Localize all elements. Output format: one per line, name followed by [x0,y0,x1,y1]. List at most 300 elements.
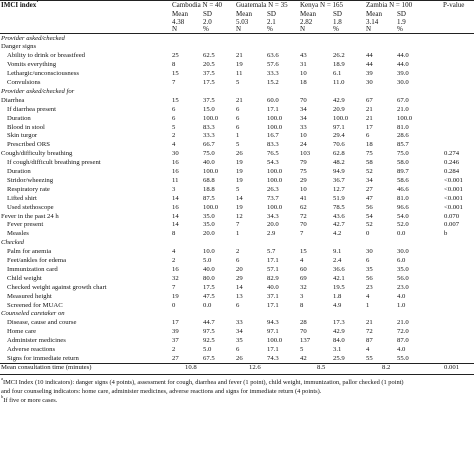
table-row [0,177,474,185]
percent-cell: 17.5 [203,283,215,291]
percent-cell: 12.7 [333,185,345,193]
table-row [0,132,474,140]
n-cell: 18 [300,79,307,86]
n-cell: 4 [172,141,176,149]
row-label: Disease, cause and course [7,319,77,327]
percent-cell: 54.3 [267,159,279,167]
footnote-marker: a [1,375,3,381]
mean-time-cell: 8.2 [382,363,391,371]
pvalue-cell: <0.001 [444,203,463,211]
percent-cell: 20.0 [203,230,215,238]
table-row [0,230,474,238]
n-cell: 75 [366,150,373,158]
mean-time-cell: 8.5 [317,363,326,371]
percent-cell: 5.0 [203,257,212,264]
n-cell: 1 [366,301,370,309]
percent-cell: 100.0 [267,337,283,345]
n-cell: 16 [172,159,179,167]
percent-cell: 76.5 [267,150,279,158]
percent-cell: 100.0 [203,114,219,122]
table-row [0,248,474,256]
n-cell: 5 [236,185,240,193]
n-cell: 6 [236,123,240,131]
country-header-title: Cambodia N = 40 [172,1,223,9]
row-label: Vomits everything [7,61,57,69]
percent-cell: 68.8 [203,176,215,184]
n-cell: 30 [172,150,179,158]
percent-cell: 60.0 [267,96,279,104]
n-cell: 3 [300,292,304,300]
percent-cell: 1.8 [333,292,342,300]
country-header-mean-label: Mean [172,10,188,18]
table-row [0,284,474,292]
country-header-title: Guatemala N = 35 [236,1,288,9]
country-header-n-label: N [300,25,306,33]
n-cell: 15 [172,70,179,78]
percent-cell: 100.0 [267,123,283,131]
n-cell: 2 [172,132,176,140]
pvalue-cell: <0.001 [444,185,463,193]
percent-cell: 47.5 [203,292,215,300]
table-row [0,106,474,114]
n-cell: 8 [172,61,176,69]
table-row [0,168,474,176]
n-cell: 72 [366,328,373,336]
table-row [0,115,474,123]
n-cell: 42 [300,354,307,362]
n-cell: 52 [366,221,373,229]
percent-cell: 97.1 [267,328,279,336]
percent-cell: 33.3 [267,70,279,78]
percent-cell: 2.4 [333,257,342,264]
row-label: Administer medicines [7,337,66,345]
n-cell: 60 [300,265,307,273]
n-cell: 19 [236,203,243,211]
percent-cell: 3.1 [333,346,342,353]
percent-cell: 92.5 [203,337,215,345]
n-cell: 2 [172,346,176,353]
percent-cell: 42.9 [333,328,345,336]
percent-cell: 17.5 [203,79,215,86]
section-heading: Provider asked/checked for [1,87,75,95]
percent-cell: 40.0 [203,159,215,167]
pvalue-cell: 0.274 [444,150,460,158]
percent-cell: 35.0 [397,265,409,273]
table-row [0,275,474,283]
footnote-text: If five or more cases. [3,397,58,405]
section-heading: Provider asked/checked [1,34,65,42]
percent-cell: 82.9 [267,274,279,282]
table-row [0,159,474,167]
n-cell: 15 [172,96,179,104]
n-cell: 44 [366,52,373,60]
percent-cell: 81.0 [397,194,409,202]
row-label: Ability to drink or breastfeed [7,52,86,60]
percent-cell: 100.0 [267,114,283,122]
percent-cell: 72.0 [397,328,409,336]
n-cell: 43 [300,52,307,60]
n-cell: 47 [366,194,373,202]
percent-cell: 35.0 [203,212,215,220]
table-row [0,204,474,212]
percent-cell: 66.7 [203,141,215,149]
footnote-text: IMCI Index (10 indicators): danger signs (4 points), assessment for cough, diarrhea and fever (1 point), child weight, immunization, pallor checked (1 point) [3,378,404,386]
n-cell: 1 [236,230,240,238]
country-header-mean-value: 3.14 [366,17,379,26]
table-row [0,337,474,345]
percent-cell: 1.0 [397,301,406,309]
n-cell: 7 [236,221,240,229]
n-cell: 30 [366,79,373,86]
table-row [0,213,474,221]
n-cell: 17 [366,123,373,131]
percent-cell: 100.0 [203,168,219,175]
percent-cell: 42.1 [333,274,345,282]
pvalue-cell: b [444,230,448,238]
percent-cell: 40.0 [267,283,279,291]
percent-cell: 28.6 [397,132,409,140]
n-cell: 16 [172,203,179,211]
percent-cell: 85.7 [397,141,409,149]
n-cell: 29 [236,274,243,282]
percent-cell: 20.0 [267,221,279,229]
percent-cell: 83.3 [267,141,279,149]
table-row [0,97,474,105]
percent-cell: 15.2 [267,79,279,86]
row-label: Danger signs [1,43,37,51]
percent-cell: 35.0 [203,221,215,229]
n-cell: 19 [236,159,243,167]
percent-cell: 17.1 [267,346,279,353]
n-cell: 19 [236,168,243,175]
country-header-n-label: N [366,25,372,33]
percent-cell: 40.0 [203,265,215,273]
row-label: Screened for MUAC [7,301,63,309]
table-row [0,195,474,203]
percent-cell: 94.3 [267,319,279,327]
header-first-col: IMCI index$^1$ [1,0,39,9]
n-cell: 21 [236,96,243,104]
n-cell: 28 [300,319,307,327]
percent-cell: 0.0 [397,230,406,238]
n-cell: 33 [236,319,243,327]
percent-cell: 96.6 [397,203,409,211]
percent-cell: 23.0 [397,283,409,291]
table-row [0,364,474,372]
n-cell: 103 [300,150,311,158]
percent-cell: 87.0 [397,337,409,345]
percent-cell: 83.3 [203,123,215,131]
table-row [0,61,474,69]
n-cell: 4 [172,248,176,256]
percent-cell: 100.0 [397,114,413,122]
row-label: Adverse reactions [7,346,56,353]
n-cell: 23 [366,283,373,291]
country-header-mean-label: Mean [236,10,252,18]
percent-cell: 58.0 [397,159,409,167]
percent-cell: 20.5 [203,61,215,69]
header-pvalue: P-value [443,1,465,9]
n-cell: 6 [236,301,240,309]
n-cell: 6 [172,114,176,122]
country-header-mean-value: 2.82 [300,17,313,26]
row-label: Blood in stool [7,123,45,131]
percent-cell: 17.1 [267,257,279,264]
n-cell: 5 [172,123,176,131]
n-cell: 19 [236,61,243,69]
n-cell: 5 [236,141,240,149]
n-cell: 6 [236,346,240,353]
n-cell: 4 [300,257,304,264]
percent-cell: 62.5 [203,52,215,60]
table-row [0,43,474,51]
percent-cell: 4.2 [333,230,342,238]
country-header-sd-value: 2.0 [203,17,212,26]
n-cell: 7 [172,283,176,291]
percent-cell: 2.9 [267,230,276,238]
n-cell: 15 [300,248,307,256]
n-cell: 16 [172,168,179,175]
n-cell: 8 [172,230,176,238]
country-header-sd-label: SD [333,10,342,18]
n-cell: 32 [172,274,179,282]
n-cell: 39 [366,70,373,78]
n-cell: 26 [236,354,243,362]
country-header-pct-label: % [333,25,339,33]
table-row [0,221,474,229]
percent-cell: 11.0 [333,79,345,86]
n-cell: 26 [236,150,243,158]
percent-cell: 36.6 [333,265,345,273]
mean-time-cell: 10.8 [185,363,197,371]
percent-cell: 17.1 [267,105,279,113]
table-row [0,141,474,149]
row-label: Used stethoscope [7,203,54,211]
section-heading-row [0,88,474,96]
n-cell: 54 [366,212,373,220]
n-cell: 24 [300,141,307,149]
percent-cell: 37.5 [203,70,215,78]
n-cell: 55 [366,354,373,362]
country-header-title: Kenya N = 165 [300,1,344,9]
row-label: Prescribed ORS [7,141,50,149]
pvalue-cell: 0.070 [444,212,460,220]
n-cell: 14 [172,221,179,229]
percent-cell: 18.8 [203,185,215,193]
table-row [0,346,474,354]
n-cell: 10 [300,132,307,140]
percent-cell: 67.5 [203,354,215,362]
n-cell: 21 [366,114,373,122]
percent-cell: 75.0 [397,150,409,158]
n-cell: 4 [366,346,370,353]
percent-cell: 54.0 [397,212,409,220]
n-cell: 16 [172,265,179,273]
n-cell: 6 [236,105,240,113]
n-cell: 72 [300,212,307,220]
country-header-n-label: N [172,25,178,33]
country-header-n-label: N [236,25,242,33]
n-cell: 62 [300,203,307,211]
table-row [0,150,474,158]
percent-cell: 81.0 [397,123,409,131]
percent-cell: 100.0 [203,203,219,211]
n-cell: 4 [366,292,370,300]
row-label: Measured height [7,292,52,300]
percent-cell: 19.5 [333,283,345,291]
n-cell: 6 [236,257,240,264]
country-header-sd-value: 2.1 [267,17,276,26]
n-cell: 56 [366,274,373,282]
n-cell: 70 [300,221,307,229]
percent-cell: 26.2 [333,52,345,60]
n-cell: 27 [172,354,179,362]
percent-cell: 51.9 [333,194,345,202]
n-cell: 20 [236,265,243,273]
n-cell: 2 [172,257,176,264]
row-label: Lethargic/unconsciousness [7,70,79,78]
percent-cell: 5.0 [203,346,212,353]
percent-cell: 100.0 [267,168,283,175]
row-label: Cough/difficulty breathing [1,150,73,158]
row-label: Fever present [7,221,44,229]
n-cell: 7 [300,230,304,238]
percent-cell: 97.1 [333,123,345,131]
footnote [1,375,404,388]
table-row [0,355,474,363]
percent-cell: 37.5 [203,96,215,104]
row-label: If cough/difficult breathing present [7,159,101,167]
n-cell: 69 [300,274,307,282]
pvalue-cell: 0.007 [444,221,460,229]
percent-cell: 15.0 [203,105,215,113]
n-cell: 14 [172,194,179,202]
n-cell: 34 [366,176,373,184]
mean-time-cell: 0.001 [444,363,460,371]
percent-cell: 44.7 [203,319,215,327]
table-row [0,302,474,310]
row-label: Mean consultation time (minutes) [1,363,92,371]
row-label: Signs for immediate return [7,354,79,362]
n-cell: 14 [172,212,179,220]
country-header-sd-label: SD [397,10,406,18]
percent-cell: 63.6 [267,52,279,60]
row-label: Convulsions [7,79,41,86]
n-cell: 10 [300,70,307,78]
country-header-mean-label: Mean [300,10,316,18]
mean-row-top-rule [0,363,474,364]
table-row [0,124,474,132]
section-heading: Checked [1,239,25,247]
n-cell: 33 [300,123,307,131]
country-header-sd-value: 1.8 [333,17,342,26]
pvalue-cell: 0.246 [444,159,460,167]
n-cell: 75 [300,168,307,175]
country-header-pct-label: % [397,25,403,33]
n-cell: 12 [236,212,243,220]
percent-cell: 17.3 [333,319,345,327]
percent-cell: 26.3 [267,185,279,193]
percent-cell: 44.0 [397,61,409,69]
n-cell: 35 [366,265,373,273]
percent-cell: 29.4 [333,132,345,140]
percent-cell: 48.2 [333,159,345,167]
percent-cell: 43.6 [333,212,345,220]
n-cell: 52 [366,168,373,175]
n-cell: 34 [236,328,243,336]
n-cell: 34 [300,114,307,122]
country-header-mean-label: Mean [366,10,382,18]
row-label: Home care [7,328,37,336]
mean-time-cell: 12.6 [249,363,261,371]
n-cell: 25 [172,52,179,60]
n-cell: 44 [366,61,373,69]
percent-cell: 100.0 [267,176,283,184]
table-row [0,79,474,87]
percent-cell: 5.7 [267,248,276,256]
percent-cell: 4.0 [397,292,406,300]
row-label: Feet/ankles for edema [7,257,67,264]
row-label: Palm for anemia [7,248,52,256]
table-row [0,186,474,194]
percent-cell: 9.1 [333,248,342,256]
n-cell: 7 [172,79,176,86]
n-cell: 21 [366,105,373,113]
pvalue-cell: 0.284 [444,168,460,175]
percent-cell: 57.1 [267,265,279,273]
row-label: If diarrhea present [7,105,57,113]
percent-cell: 30.0 [397,248,409,256]
n-cell: 34 [300,105,307,113]
percent-cell: 46.6 [397,185,409,193]
percent-cell: 39.0 [397,70,409,78]
table-row [0,257,474,265]
n-cell: 56 [366,203,373,211]
row-label: Respiratory rate [7,185,50,193]
percent-cell: 52.0 [397,221,409,229]
n-cell: 18 [366,141,373,149]
n-cell: 6 [366,132,370,140]
percent-cell: 30.0 [397,79,409,86]
percent-cell: 58.6 [397,176,409,184]
n-cell: 6 [236,114,240,122]
n-cell: 8 [300,301,304,309]
percent-cell: 6.1 [333,70,342,78]
n-cell: 6 [172,105,176,113]
country-header-mean-value: 5.03 [236,17,249,26]
percent-cell: 33.3 [203,132,215,140]
footnote [1,387,322,400]
percent-cell: 17.1 [267,301,279,309]
country-header-title: Zambia N = 100 [366,1,413,9]
row-label: Duration [7,114,31,122]
percent-cell: 100.0 [333,114,349,122]
n-cell: 6 [366,257,370,264]
row-label: Immunization card [7,265,58,273]
section-heading-row [0,239,474,247]
n-cell: 3 [172,185,176,193]
percent-cell: 42.9 [333,96,345,104]
n-cell: 19 [172,292,179,300]
percent-cell: 74.3 [267,354,279,362]
row-label: Diarrhea [1,96,25,104]
country-header-sd-value: 1.9 [397,17,406,26]
percent-cell: 70.6 [333,141,345,149]
n-cell: 11 [172,176,179,184]
n-cell: 79 [300,159,307,167]
row-label: Lifted shirt [7,194,37,202]
percent-cell: 21.0 [397,319,409,327]
